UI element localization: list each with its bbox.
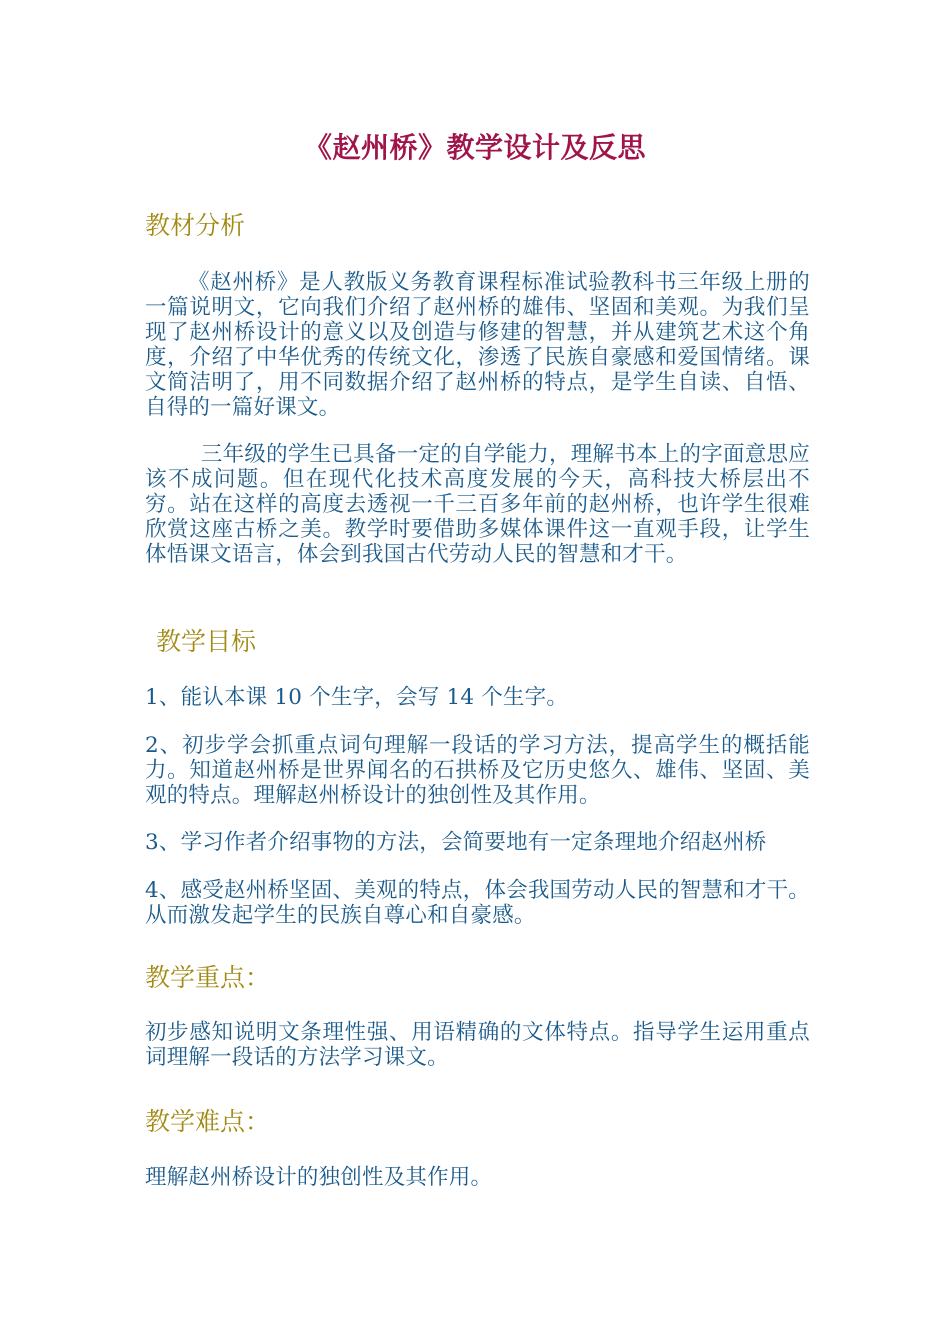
paragraph-key-points: 初步感知说明文条理性强、用语精确的文体特点。指导学生运用重点词理解一段话的方法学习课文。	[145, 1020, 810, 1070]
goal-item-1: 1、能认本课 10 个生字，会写 14 个生字。	[145, 685, 569, 710]
heading-key-points: 教学重点：	[145, 963, 271, 992]
paragraph-material-analysis-1: 《赵州桥》是人教版义务教育课程标准试验教科书三年级上册的一篇说明文，它向我们介绍了赵州桥的雄伟、坚固和美观。为我们呈现了赵州桥设计的意义以及创造与修建的智慧，并从建筑艺术这个角度，介绍了中华优秀的传统文化，渗透了民族自豪感和爱国情绪。课文简洁明了，用不同数据介绍了赵州桥的特点，是学生自读、自悟、自得的一篇好课文。	[145, 270, 810, 420]
goal-item-2: 2、初步学会抓重点词句理解一段话的学习方法，提高学生的概括能力。知道赵州桥是世界闻名的石拱桥及它历史悠久、雄伟、坚固、美观的特点。理解赵州桥设计的独创性及其作用。	[145, 733, 810, 808]
heading-material-analysis: 教材分析	[145, 211, 246, 240]
goal-item-4: 4、感受赵州桥坚固、美观的特点，体会我国劳动人民的智慧和才干。从而激发起学生的民族自尊心和自豪感。	[145, 878, 810, 928]
goal-item-3: 3、学习作者介绍事物的方法，会简要地有一定条理地介绍赵州桥	[145, 830, 767, 855]
paragraph-difficulties: 理解赵州桥设计的独创性及其作用。	[145, 1165, 493, 1190]
heading-teaching-goals: 教学目标	[156, 627, 257, 656]
heading-difficulties: 教学难点：	[145, 1107, 271, 1136]
paragraph-material-analysis-2: 三年级的学生已具备一定的自学能力，理解书本上的字面意思应该不成问题。但在现代化技术高度发展的今天，高科技大桥层出不穷。站在这样的高度去透视一千三百多年前的赵州桥，也许学生很难欣赏这座古桥之美。教学时要借助多媒体课件这一直观手段，让学生体悟课文语言，体会到我国古代劳动人民的智慧和才干。	[145, 442, 810, 567]
document-title: 《赵州桥》教学设计及反思	[303, 131, 646, 164]
